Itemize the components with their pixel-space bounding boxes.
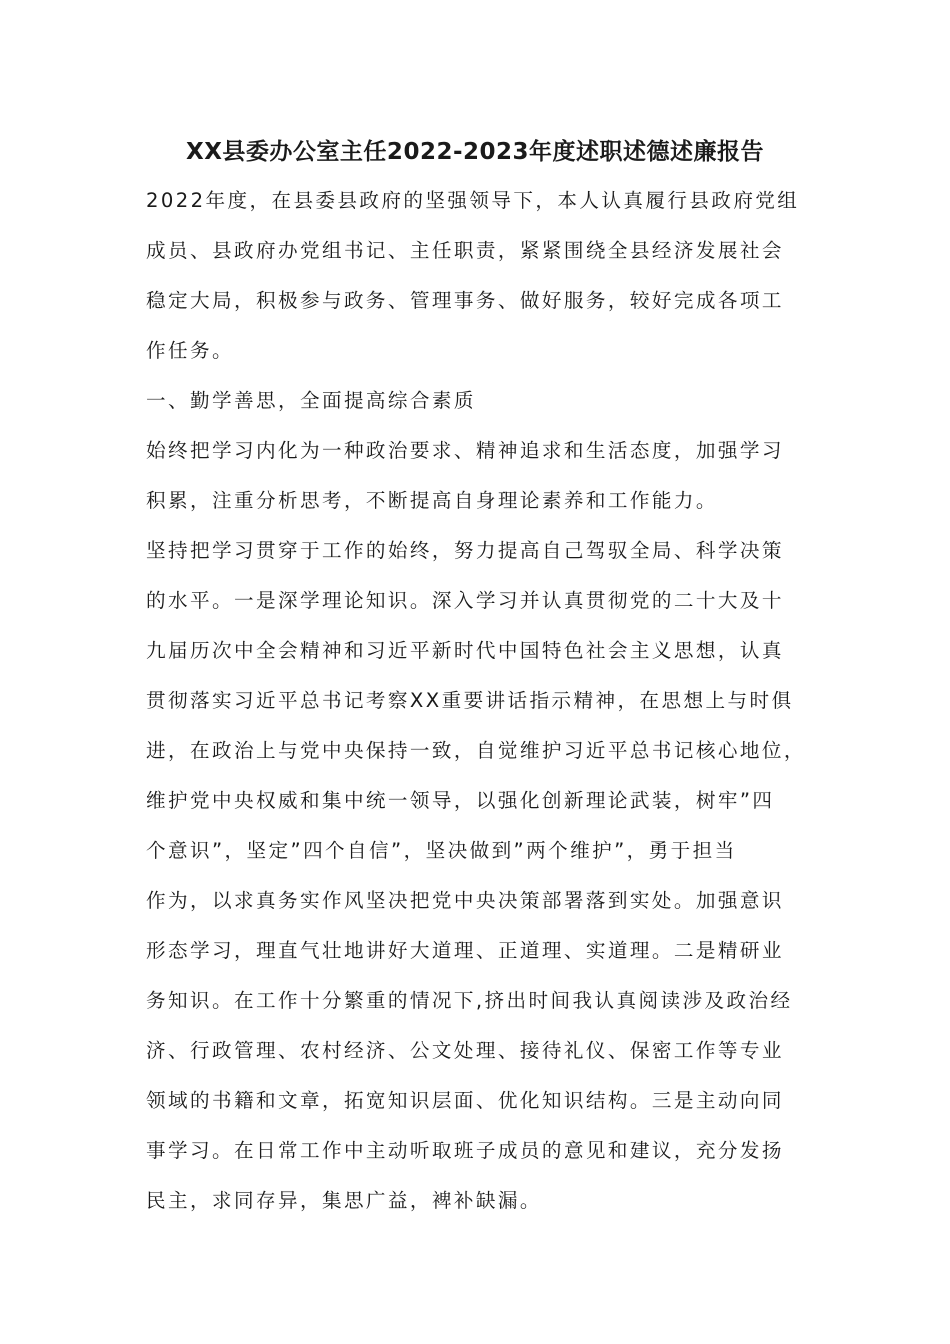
body-line: 形态学习，理直气壮地讲好大道理、正道理、实道理。二是精研业 [146, 939, 784, 962]
body-line: 积累，注重分析思考，不断提高自身理论素养和工作能力。 [146, 489, 718, 512]
body-line: 作任务。 [146, 339, 234, 362]
body-line: 作为，以求真务实作风坚决把党中央决策部署落到实处。加强意识 [146, 889, 784, 912]
body-line: 始终把学习内化为一种政治要求、精神追求和生活态度，加强学习 [146, 439, 784, 462]
document-title: XX县委办公室主任2022-2023年度述职述德述廉报告 [185, 139, 765, 165]
section-heading: 一、勤学善思，全面提高综合素质 [146, 389, 476, 412]
body-line: 贯彻落实习近平总书记考察XX重要讲话指示精神，在思想上与时俱 [146, 689, 794, 712]
body-line: 坚持把学习贯穿于工作的始终，努力提高自己驾驭全局、科学决策 [146, 539, 784, 562]
body-line: 维护党中央权威和集中统一领导，以强化创新理论武装，树牢”四 [146, 789, 775, 812]
body-line: 务知识。在工作十分繁重的情况下,挤出时间我认真阅读涉及政治经 [146, 989, 793, 1012]
body-line: 领域的书籍和文章，拓宽知识层面、优化知识结构。三是主动向同 [146, 1089, 784, 1112]
body-line: 稳定大局，积极参与政务、管理事务、做好服务，较好完成各项工 [146, 289, 784, 312]
body-line: 事学习。在日常工作中主动听取班子成员的意见和建议，充分发扬 [146, 1139, 784, 1162]
body-line: 进，在政治上与党中央保持一致，自觉维护习近平总书记核心地位， [146, 739, 806, 762]
body-line: 2022年度，在县委县政府的坚强领导下，本人认真履行县政府党组 [146, 189, 800, 212]
body-line: 济、行政管理、农村经济、公文处理、接待礼仪、保密工作等专业 [146, 1039, 784, 1062]
body-line: 的水平。一是深学理论知识。深入学习并认真贯彻党的二十大及十 [146, 589, 784, 612]
body-line: 成员、县政府办党组书记、主任职责，紧紧围绕全县经济发展社会 [146, 239, 784, 262]
body-line: 个意识”，坚定”四个自信”，坚决做到”两个维护”，勇于担当 [146, 839, 737, 862]
body-line: 民主，求同存异，集思广益，裨补缺漏。 [146, 1189, 542, 1212]
body-line: 九届历次中全会精神和习近平新时代中国特色社会主义思想，认真 [146, 639, 784, 662]
document-body [146, 176, 818, 1226]
